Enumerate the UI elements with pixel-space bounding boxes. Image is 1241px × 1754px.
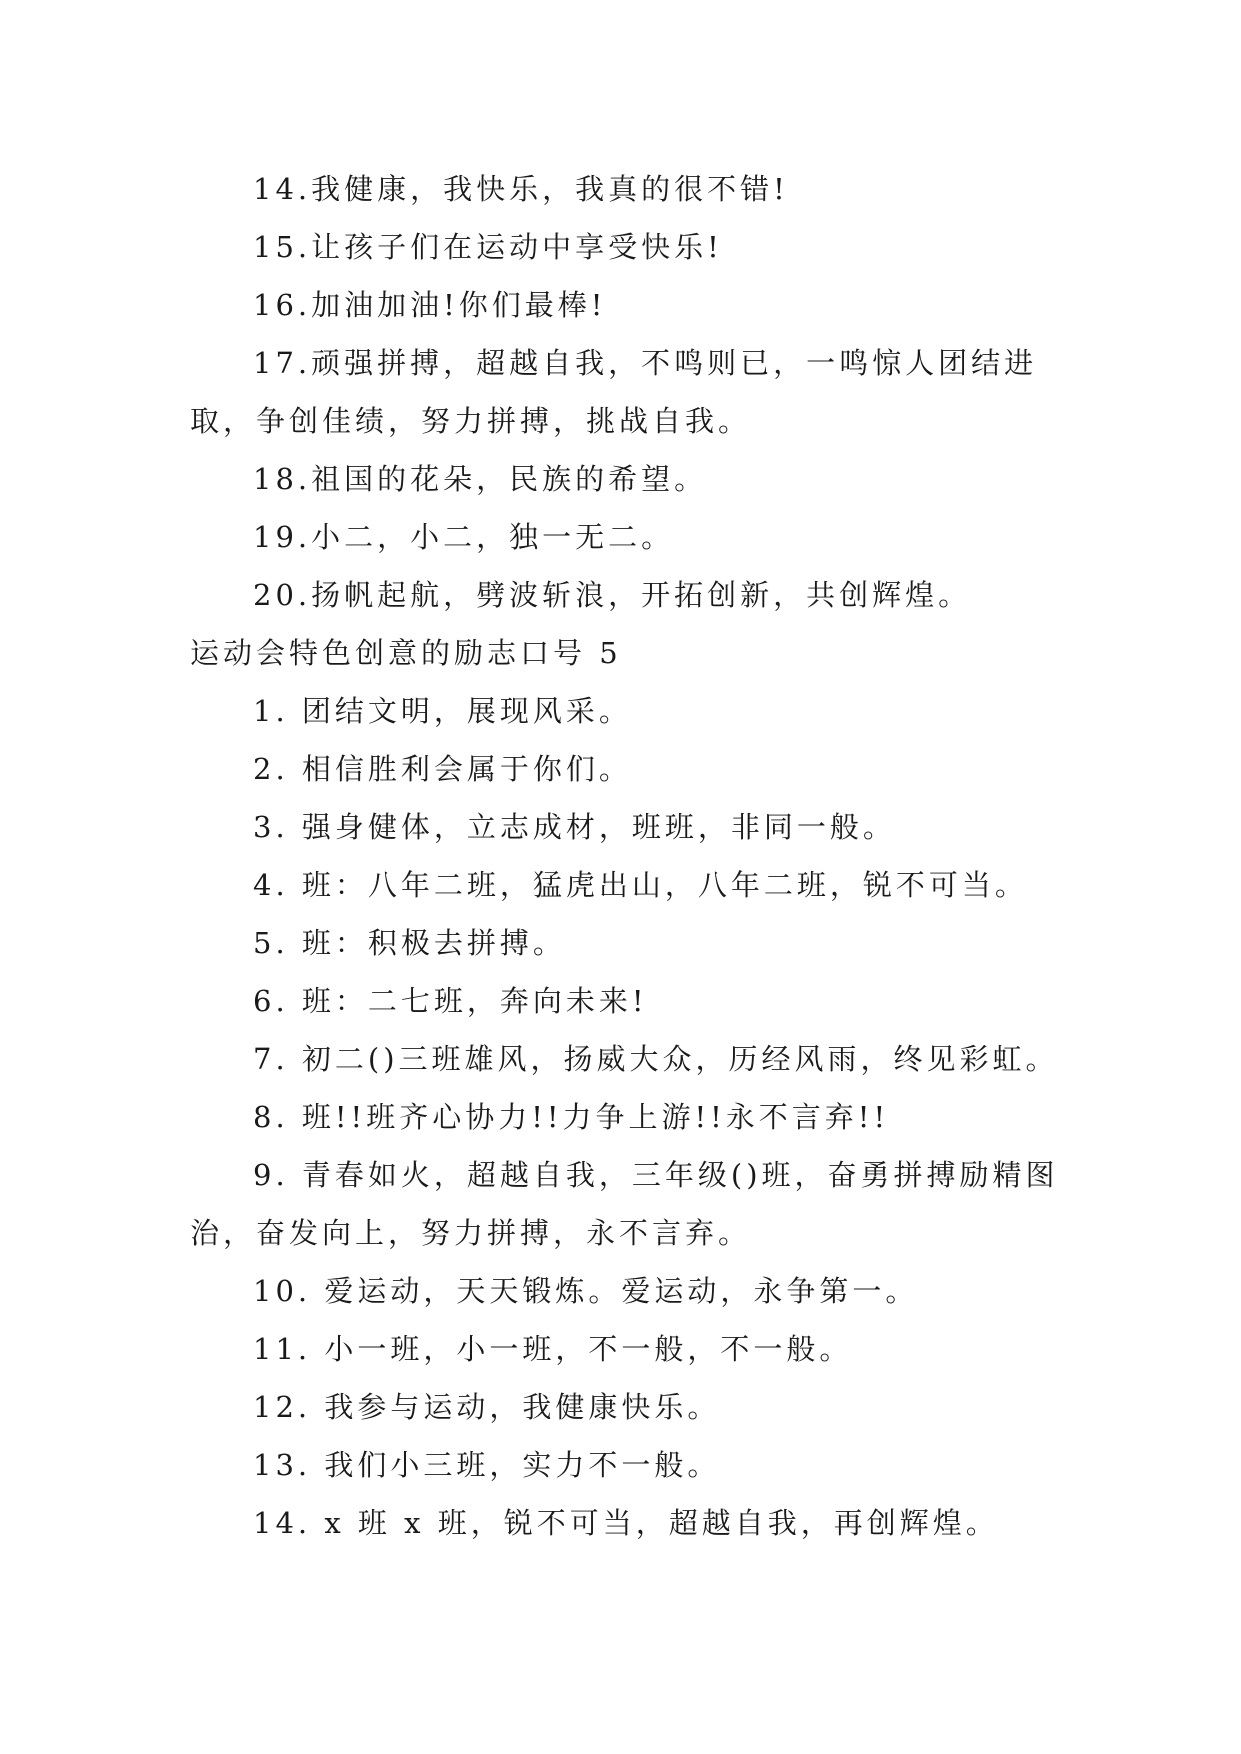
slogan-paragraph: 11. 小一班，小一班，不一般，不一般。	[253, 1332, 853, 1366]
slogan-paragraph: 16.加油加油!你们最棒!	[253, 288, 607, 322]
slogan-paragraph: 1. 团结文明，展现风采。	[253, 694, 632, 728]
slogan-paragraph: 14. x 班 x 班，锐不可当，超越自我，再创辉煌。	[253, 1506, 999, 1540]
slogan-paragraph: 12. 我参与运动，我健康快乐。	[253, 1390, 721, 1424]
slogan-paragraph: 9. 青春如火，超越自我，三年级()班，奋勇拼搏励精图治，奋发向上，努力拼搏，永不言弃。	[190, 1158, 1059, 1250]
slogan-paragraph: 19.小二，小二，独一无二。	[253, 520, 675, 554]
slogan-paragraph: 17.顽强拼搏，超越自我，不鸣则已，一鸣惊人团结进取，争创佳绩，努力拼搏，挑战自我。	[190, 346, 1038, 438]
slogan-paragraph: 2. 相信胜利会属于你们。	[253, 752, 632, 786]
slogan-paragraph: 14.我健康，我快乐，我真的很不错!	[253, 172, 789, 206]
section-heading: 运动会特色创意的励志口号 5	[190, 636, 622, 670]
slogan-paragraph: 7. 初二()三班雄风，扬威大众，历经风雨，终见彩虹。	[253, 1042, 1059, 1076]
slogan-paragraph: 10. 爱运动，天天锻炼。爱运动，永争第一。	[253, 1274, 919, 1308]
slogan-paragraph: 8. 班!!班齐心协力!!力争上游!!永不言弃!!	[253, 1100, 890, 1134]
document-body	[190, 160, 1070, 1552]
slogan-paragraph: 3. 强身健体，立志成材，班班，非同一般。	[253, 810, 896, 844]
slogan-paragraph: 18.祖国的花朵，民族的希望。	[253, 462, 708, 496]
slogan-paragraph: 4. 班：八年二班，猛虎出山，八年二班，锐不可当。	[253, 868, 1028, 902]
slogan-paragraph: 13. 我们小三班，实力不一般。	[253, 1448, 721, 1482]
slogan-paragraph: 6. 班：二七班，奔向未来!	[253, 984, 648, 1018]
slogan-paragraph: 20.扬帆起航，劈波斩浪，开拓创新，共创辉煌。	[253, 578, 972, 612]
slogan-paragraph: 15.让孩子们在运动中享受快乐!	[253, 230, 723, 264]
slogan-paragraph: 5. 班：积极去拼搏。	[253, 926, 566, 960]
